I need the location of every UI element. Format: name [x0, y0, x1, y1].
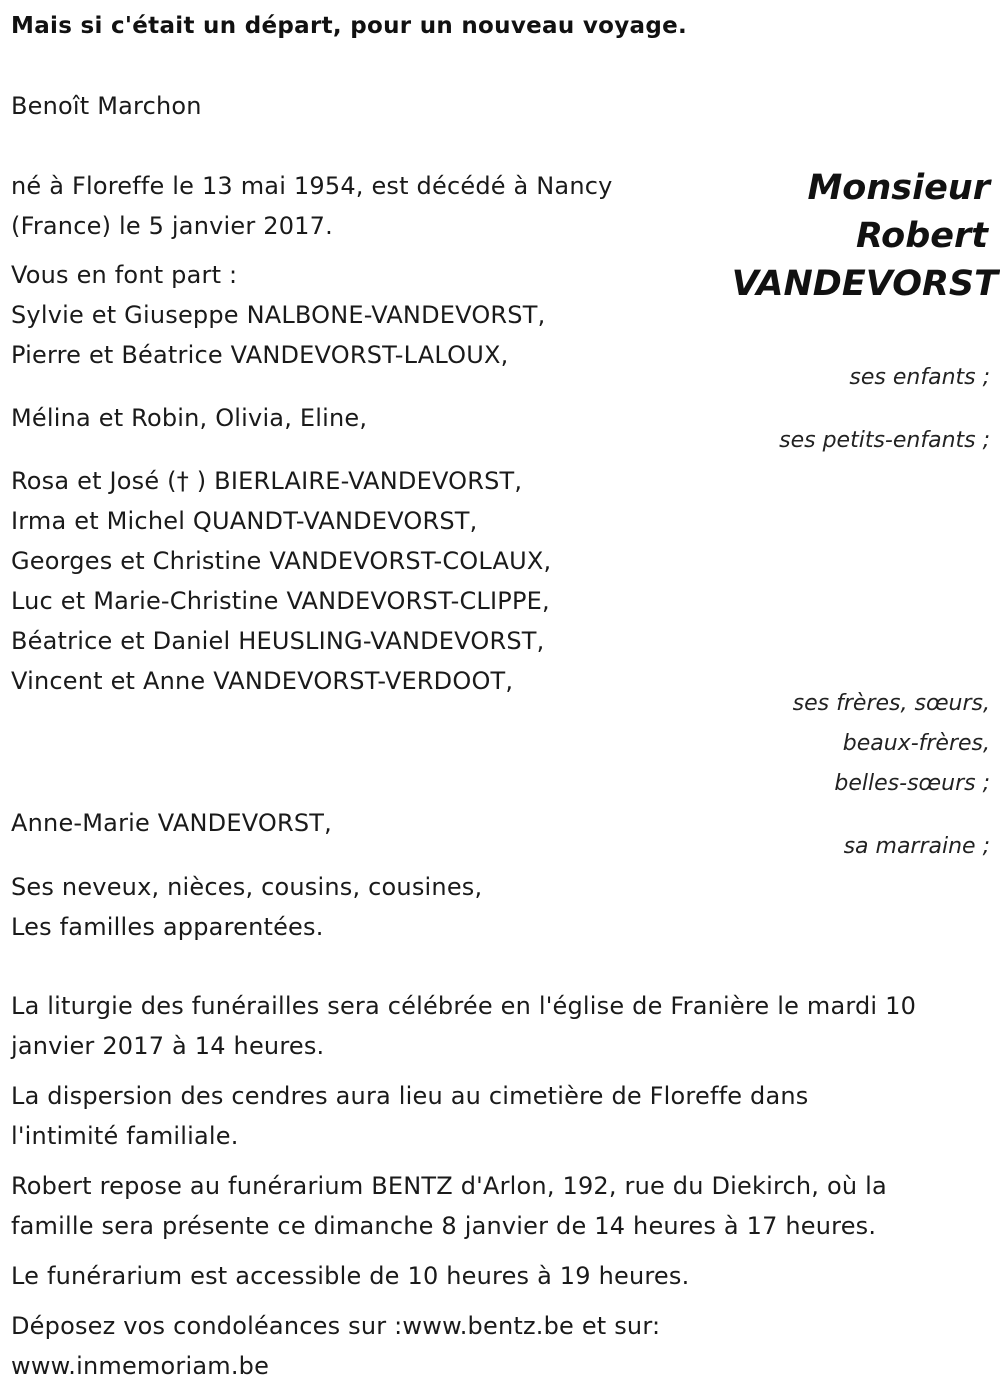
- grandchild-line: Mélina et Robin, Olivia, Eline,: [11, 404, 368, 432]
- birth-death-line: né à Floreffe le 13 mai 1954, est décédé à Nancy: [11, 172, 613, 200]
- paragraph-line: Le funérarium est accessible de 10 heures à 19 heures.: [11, 1262, 690, 1290]
- intro-line: Vous en font part :: [11, 261, 238, 289]
- deceased-name-block: [732, 164, 998, 308]
- deceased-first-name: Robert: [855, 216, 988, 256]
- deceased-title: Monsieur: [807, 168, 990, 208]
- birth-death-line: (France) le 5 janvier 2017.: [11, 212, 333, 240]
- heading-quote: Mais si c'était un départ, pour un nouveau voyage.: [11, 13, 688, 39]
- paragraph-line: famille sera présente ce dimanche 8 janvier de 14 heures à 17 heures.: [11, 1212, 877, 1240]
- siblings-role-line: belles-sœurs ;: [834, 771, 990, 796]
- birth-death-text: [11, 166, 613, 246]
- others-line: Ses neveux, nièces, cousins, cousines,: [11, 873, 483, 901]
- family-intro-block: [11, 255, 545, 375]
- sibling-line: Luc et Marie-Christine VANDEVORST-CLIPPE,: [11, 587, 550, 615]
- child-line: Pierre et Béatrice VANDEVORST-LALOUX,: [11, 341, 509, 369]
- paragraph-line: Déposez vos condoléances sur :www.bentz.be et sur:: [11, 1312, 661, 1340]
- opening-hours-paragraph: [11, 1256, 996, 1296]
- siblings-block: [11, 461, 551, 701]
- children-role: ses enfants ;: [849, 365, 990, 390]
- sibling-line: Georges et Christine VANDEVORST-COLAUX,: [11, 547, 552, 575]
- funeral-liturgy-paragraph: [11, 986, 996, 1066]
- sibling-line: Rosa et José († ) BIERLAIRE-VANDEVORST,: [11, 467, 523, 495]
- others-line: Les familles apparentées.: [11, 913, 324, 941]
- siblings-role: [793, 684, 990, 804]
- sibling-line: Béatrice et Daniel HEUSLING-VANDEVORST,: [11, 627, 545, 655]
- deceased-last-name: VANDEVORST: [731, 264, 998, 304]
- condolences-paragraph: [11, 1306, 996, 1386]
- paragraph-line: La liturgie des funérailles sera célébrée en l'église de Franière le mardi 10: [11, 992, 917, 1020]
- godmother-block: [11, 803, 332, 843]
- funerarium-paragraph: [11, 1166, 996, 1246]
- paragraph-line: l'intimité familiale.: [11, 1122, 239, 1150]
- paragraph-line: La dispersion des cendres aura lieu au cimetière de Floreffe dans: [11, 1082, 809, 1110]
- sibling-line: Vincent et Anne VANDEVORST-VERDOOT,: [11, 667, 514, 695]
- grandchildren-role: ses petits-enfants ;: [779, 428, 990, 453]
- others-block: [11, 867, 482, 947]
- author-name: Benoît Marchon: [11, 92, 202, 120]
- paragraph-line: www.inmemoriam.be: [11, 1352, 270, 1380]
- paragraph-line: Robert repose au funérarium BENTZ d'Arlon, 192, rue du Diekirch, où la: [11, 1172, 887, 1200]
- siblings-role-line: beaux-frères,: [842, 731, 990, 756]
- godmother-role: sa marraine ;: [843, 834, 990, 859]
- ashes-dispersion-paragraph: [11, 1076, 996, 1156]
- grandchildren-block: [11, 398, 367, 438]
- child-line: Sylvie et Giuseppe NALBONE-VANDEVORST,: [11, 301, 546, 329]
- sibling-line: Irma et Michel QUANDT-VANDEVORST,: [11, 507, 478, 535]
- paragraph-line: janvier 2017 à 14 heures.: [11, 1032, 325, 1060]
- siblings-role-line: ses frères, sœurs,: [792, 691, 990, 716]
- godmother-line: Anne-Marie VANDEVORST,: [11, 809, 332, 837]
